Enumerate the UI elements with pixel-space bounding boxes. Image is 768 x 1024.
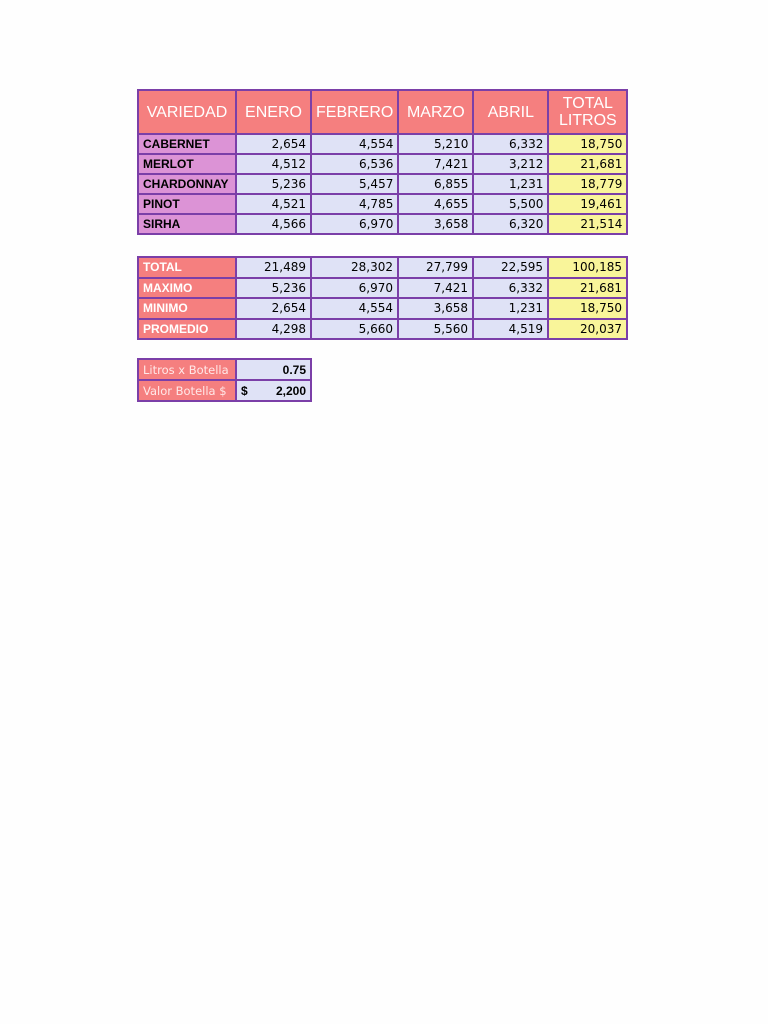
value-cell[interactable]: 22,595 (473, 257, 548, 278)
value-cell[interactable]: 6,332 (473, 278, 548, 299)
valor-botella-label[interactable]: Valor Botella $ (138, 380, 236, 401)
total-cell[interactable]: 21,681 (548, 278, 627, 299)
value-cell[interactable]: 5,236 (236, 278, 311, 299)
value-cell[interactable]: 6,320 (473, 214, 548, 234)
table-row (138, 319, 627, 340)
value-cell[interactable]: 3,658 (398, 214, 473, 234)
stats-table (137, 256, 628, 340)
total-cell[interactable]: 18,779 (548, 174, 627, 194)
value-cell[interactable]: 3,658 (398, 298, 473, 319)
stat-label-minimo[interactable]: MINIMO (138, 298, 236, 319)
value-cell[interactable]: 2,654 (236, 134, 311, 154)
valor-botella-value[interactable] (236, 380, 311, 401)
valor-botella-amount: 2,200 (275, 383, 306, 398)
table-row (138, 154, 627, 174)
total-cell[interactable]: 18,750 (548, 134, 627, 154)
value-cell[interactable]: 2,654 (236, 298, 311, 319)
stat-label-total[interactable]: TOTAL (138, 257, 236, 278)
variety-cell[interactable]: CHARDONNAY (138, 174, 236, 194)
stat-label-promedio[interactable]: PROMEDIO (138, 319, 236, 340)
variety-cell[interactable]: CABERNET (138, 134, 236, 154)
value-cell[interactable]: 7,421 (398, 278, 473, 299)
table-row (138, 174, 627, 194)
value-cell[interactable]: 7,421 (398, 154, 473, 174)
currency-symbol: $ (241, 383, 248, 398)
value-cell[interactable]: 4,298 (236, 319, 311, 340)
total-cell[interactable]: 21,514 (548, 214, 627, 234)
total-cell[interactable]: 20,037 (548, 319, 627, 340)
value-cell[interactable]: 6,970 (311, 278, 398, 299)
params-table (137, 358, 312, 402)
value-cell[interactable]: 5,660 (311, 319, 398, 340)
value-cell[interactable]: 5,457 (311, 174, 398, 194)
value-cell[interactable]: 4,785 (311, 194, 398, 214)
value-cell[interactable]: 5,236 (236, 174, 311, 194)
value-cell[interactable]: 6,855 (398, 174, 473, 194)
total-cell[interactable]: 21,681 (548, 154, 627, 174)
table-row (138, 134, 627, 154)
value-cell[interactable]: 27,799 (398, 257, 473, 278)
value-cell[interactable]: 5,500 (473, 194, 548, 214)
header-abril[interactable]: ABRIL (473, 90, 548, 134)
production-table (137, 89, 628, 235)
value-cell[interactable]: 6,970 (311, 214, 398, 234)
litros-x-botella-label[interactable]: Litros x Botella (138, 359, 236, 380)
value-cell[interactable]: 6,536 (311, 154, 398, 174)
table-row (138, 214, 627, 234)
value-cell[interactable]: 5,210 (398, 134, 473, 154)
value-cell[interactable]: 28,302 (311, 257, 398, 278)
value-cell[interactable]: 21,489 (236, 257, 311, 278)
value-cell[interactable]: 1,231 (473, 174, 548, 194)
table-row (138, 359, 311, 380)
value-cell[interactable]: 4,566 (236, 214, 311, 234)
value-cell[interactable]: 5,560 (398, 319, 473, 340)
variety-cell[interactable]: PINOT (138, 194, 236, 214)
value-cell[interactable]: 4,554 (311, 134, 398, 154)
table-row (138, 194, 627, 214)
table-row (138, 380, 311, 401)
value-cell[interactable]: 4,521 (236, 194, 311, 214)
value-cell[interactable]: 1,231 (473, 298, 548, 319)
total-cell[interactable]: 100,185 (548, 257, 627, 278)
litros-x-botella-value[interactable]: 0.75 (236, 359, 311, 380)
total-cell[interactable]: 18,750 (548, 298, 627, 319)
value-cell[interactable]: 6,332 (473, 134, 548, 154)
value-cell[interactable]: 4,519 (473, 319, 548, 340)
header-variedad[interactable]: VARIEDAD (138, 90, 236, 134)
variety-cell[interactable]: SIRHA (138, 214, 236, 234)
header-febrero[interactable]: FEBRERO (311, 90, 398, 134)
table-row (138, 278, 627, 299)
header-total-litros[interactable]: TOTAL LITROS (548, 90, 627, 134)
value-cell[interactable]: 4,554 (311, 298, 398, 319)
header-enero[interactable]: ENERO (236, 90, 311, 134)
value-cell[interactable]: 4,655 (398, 194, 473, 214)
total-cell[interactable]: 19,461 (548, 194, 627, 214)
variety-cell[interactable]: MERLOT (138, 154, 236, 174)
value-cell[interactable]: 3,212 (473, 154, 548, 174)
value-cell[interactable]: 4,512 (236, 154, 311, 174)
header-row (138, 90, 627, 134)
table-row (138, 298, 627, 319)
header-marzo[interactable]: MARZO (398, 90, 473, 134)
stat-label-maximo[interactable]: MAXIMO (138, 278, 236, 299)
table-row (138, 257, 627, 278)
